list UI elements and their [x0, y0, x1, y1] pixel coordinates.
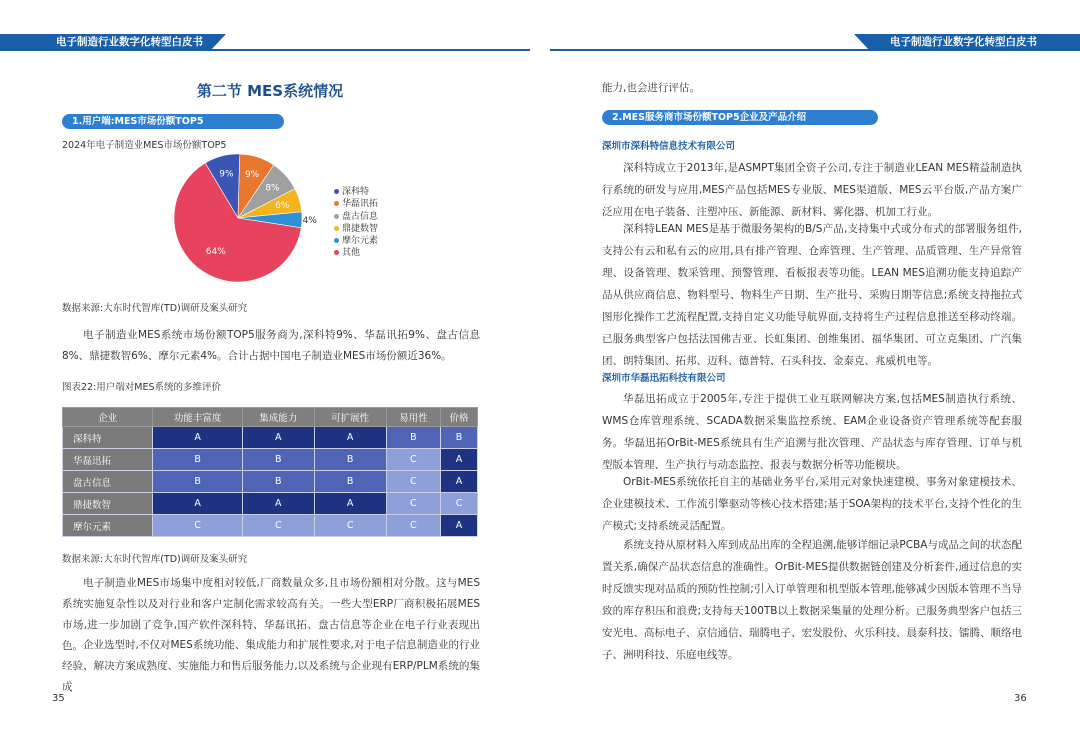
company-cell: 华磊迅拓 [63, 449, 153, 471]
grade-cell: B [386, 427, 440, 449]
company-cell: 鼎捷数智 [63, 493, 153, 515]
legend-swatch [334, 214, 339, 219]
table-row [63, 515, 478, 537]
section-title: 第二节 MES系统情况 [196, 82, 344, 100]
table-header-cell: 可扩展性 [314, 408, 386, 427]
grade-cell: B [314, 471, 386, 493]
legend-swatch [334, 238, 339, 243]
legend-item [334, 247, 378, 259]
grade-cell: A [314, 493, 386, 515]
grade-cell: B [153, 449, 242, 471]
table-caption: 图表22:用户端对MES系统的多维评价 [62, 382, 222, 393]
grade-cell: C [386, 493, 440, 515]
grade-cell: C [153, 515, 242, 537]
grade-cell: A [314, 427, 386, 449]
source-note-2: 数据来源:大东时代智库(TD)调研及案头研究 [62, 554, 248, 565]
company-cell: 盘古信息 [63, 471, 153, 493]
header-bar-left: 电子制造行业数字化转型白皮书 [0, 34, 210, 51]
legend-swatch [334, 226, 339, 231]
pie-chart [170, 150, 317, 286]
grade-cell: A [242, 427, 314, 449]
legend-label: 华磊讯拓 [342, 199, 379, 210]
header-bar-right: 电子制造行业数字化转型白皮书 [870, 34, 1080, 51]
grade-cell: A [441, 515, 478, 537]
company-title-1: 深圳市深科特信息技术有限公司 [602, 141, 736, 152]
table-row [63, 449, 478, 471]
company1-paragraph-2: 深科特LEAN MES是基于微服务架构的B/S产品,支持集中式或分布式的部署服务组件,支持公有云和私有云的应用,具有排产管理、仓库管理、生产管理、品质管理、生产异常管理、设备管理、数采管理、预警管理、看板报表等功能。LEAN MES追溯功能支持追踪产品从供应商信息、物料型号、物料生产日期、生产批号、采购日期等信息;系统支持拖拉式图形化操作工艺流程配置,支持自定义功能导航界面,支持将生产过程信息推送至移动终端。已服务典型客户包括法国佛吉亚、长虹集团、创维集团、福华集团、可立克集团、广汽集团、朗特集团、拓邦、迈科、德普特、石头科技、金泰克、兆威机电等。 [602, 223, 1022, 367]
subsection-pill-1: 1.用户端:MES市场份额TOP5 [62, 114, 284, 129]
legend-label: 深科特 [342, 187, 370, 197]
table-row [63, 427, 478, 449]
legend-label: 摩尔元素 [342, 236, 379, 247]
grade-cell: A [441, 449, 478, 471]
grade-cell: B [153, 471, 242, 493]
page-number-right: 36 [1014, 693, 1027, 704]
legend-item [334, 223, 378, 235]
legend-swatch [334, 189, 339, 194]
pie-label-5: 64% [205, 246, 226, 257]
company-title-2: 深圳市华磊迅拓科技有限公司 [602, 373, 726, 384]
grade-cell: B [441, 427, 478, 449]
paragraph-1: 电子制造业MES系统市场份额TOP5服务商为,深科特9%、华磊讯拓9%、盘古信息8%、鼎捷数智6%、摩尔元素4%。合计占据中国电子制造业MES市场份额近36%。 [62, 329, 480, 362]
table-header-cell: 价格 [441, 408, 478, 427]
table-header-cell: 功能丰富度 [153, 408, 242, 427]
grade-cell: C [242, 515, 314, 537]
paragraph-3: 企业选型时,不仅对MES系统功能、集成能力和扩展性要求,对于电子信息制造业的行业经验、解决方案成熟度、实施能力和售后服务能力,以及系统与企业现有ERP/PLM系统的集成 [62, 639, 480, 693]
grade-cell: B [314, 449, 386, 471]
pie-label-3: 6% [275, 201, 290, 212]
table-body [63, 427, 478, 537]
pie-svg [170, 150, 317, 286]
table-header-cell: 企业 [63, 408, 153, 427]
grade-cell: C [386, 449, 440, 471]
grade-cell: C [441, 493, 478, 515]
paragraph-2: 电子制造业MES市场集中度相对较低,厂商数量众多,且市场份额相对分散。这与MES系统实施复杂性以及对行业和客户定制化需求较高有关。一些大型ERP厂商积极拓展MES市场,进一步加剧了竞争,国产软件深科特、华磊讯拓、盘古信息等企业在电子行业表现出色。 [62, 577, 480, 652]
company-cell: 深科特 [63, 427, 153, 449]
company1-paragraph-1: 深科特成立于2013年,是ASMPT集团全资子公司,专注于制造业LEAN MES精益制造执行系统的研发与应用,MES产品包括MES专业版、MES渠道版、MES云平台版,产品方案广泛应用在电子装备、注塑冲压、新能源、新材料、雾化器、机加工行业。 [602, 162, 1022, 218]
pie-label-0: 9% [219, 169, 234, 180]
chart-caption: 2024年电子制造业MES市场份额TOP5 [62, 140, 227, 151]
source-note-1: 数据来源:大东时代智库(TD)调研及案头研究 [62, 303, 248, 314]
legend-swatch [334, 201, 339, 206]
subsection-pill-2: 2.MES服务商市场份额TOP5企业及产品介绍 [602, 110, 878, 125]
page-number-left: 35 [52, 693, 65, 704]
chart-legend [334, 186, 378, 260]
table-row [63, 471, 478, 493]
grade-cell: A [153, 427, 242, 449]
grade-cell: C [386, 515, 440, 537]
grade-cell: A [441, 471, 478, 493]
table-row [63, 493, 478, 515]
legend-item [334, 186, 378, 198]
legend-label: 鼎捷数智 [342, 223, 379, 234]
legend-label: 其他 [342, 248, 361, 259]
header-rule-right [550, 49, 1080, 51]
grade-cell: B [242, 471, 314, 493]
legend-item [334, 211, 378, 223]
pie-label-4: 4% [302, 216, 317, 227]
legend-item [334, 235, 378, 247]
pie-label-2: 8% [265, 183, 280, 194]
legend-label: 盘古信息 [342, 211, 379, 222]
company2-paragraph-2: OrBit-MES系统依托自主的基础业务平台,采用元对象快速建模、事务对象建模技术、企业建模技术、工作流引擎驱动等核心技术搭建;基于SOA架构的技术平台,支持个性化的生产模式;支持系统灵活配置。 [602, 476, 1022, 532]
continuation-text: 能力,也会进行评估。 [602, 82, 700, 94]
company2-paragraph-1: 华磊迅拓成立于2005年,专注于提供工业互联网解决方案,包括MES制造执行系统、WMS仓库管理系统、SCADA数据采集监控系统、EAM企业设备资产管理系统等配套服务。华磊迅拓OrBit-MES系统具有生产追溯与批次管理、产品状态与库存管理、订单与机型版本管理、生产执行与动态监控、报表与数据分析等功能模块。 [602, 393, 1022, 471]
grade-cell: C [314, 515, 386, 537]
company-cell: 摩尔元素 [63, 515, 153, 537]
grade-cell: B [242, 449, 314, 471]
grade-cell: C [386, 471, 440, 493]
legend-swatch [334, 250, 339, 255]
grade-cell: A [153, 493, 242, 515]
table-header-row [63, 408, 478, 427]
company2-paragraph-3: 系统支持从原材料入库到成品出库的全程追溯,能够详细记录PCBA与成品之间的状态配置关系,确保产品状态信息的准确性。OrBit-MES提供数据链创建及分析套件,通过信息的实时反馈实现对品质的预防性控制;引入订单管理和机型版本管理,能够减少因版本管理不当导致的库存积压和浪费;支持每天100TB以上数据采集量的处理分析。已服务典型客户包括三安光电、高标电子、京信通信、瑞腾电子、宏发股份、火乐科技、晨泰科技、镭腾、顺络电子、洲明科技、乐庭电线等。 [602, 539, 1022, 661]
table-header-cell: 集成能力 [242, 408, 314, 427]
header-rule-left [0, 49, 530, 51]
pie-label-1: 9% [244, 170, 260, 181]
evaluation-table [62, 407, 478, 537]
legend-item [334, 198, 378, 210]
table-header-cell: 易用性 [386, 408, 440, 427]
grade-cell: A [242, 493, 314, 515]
